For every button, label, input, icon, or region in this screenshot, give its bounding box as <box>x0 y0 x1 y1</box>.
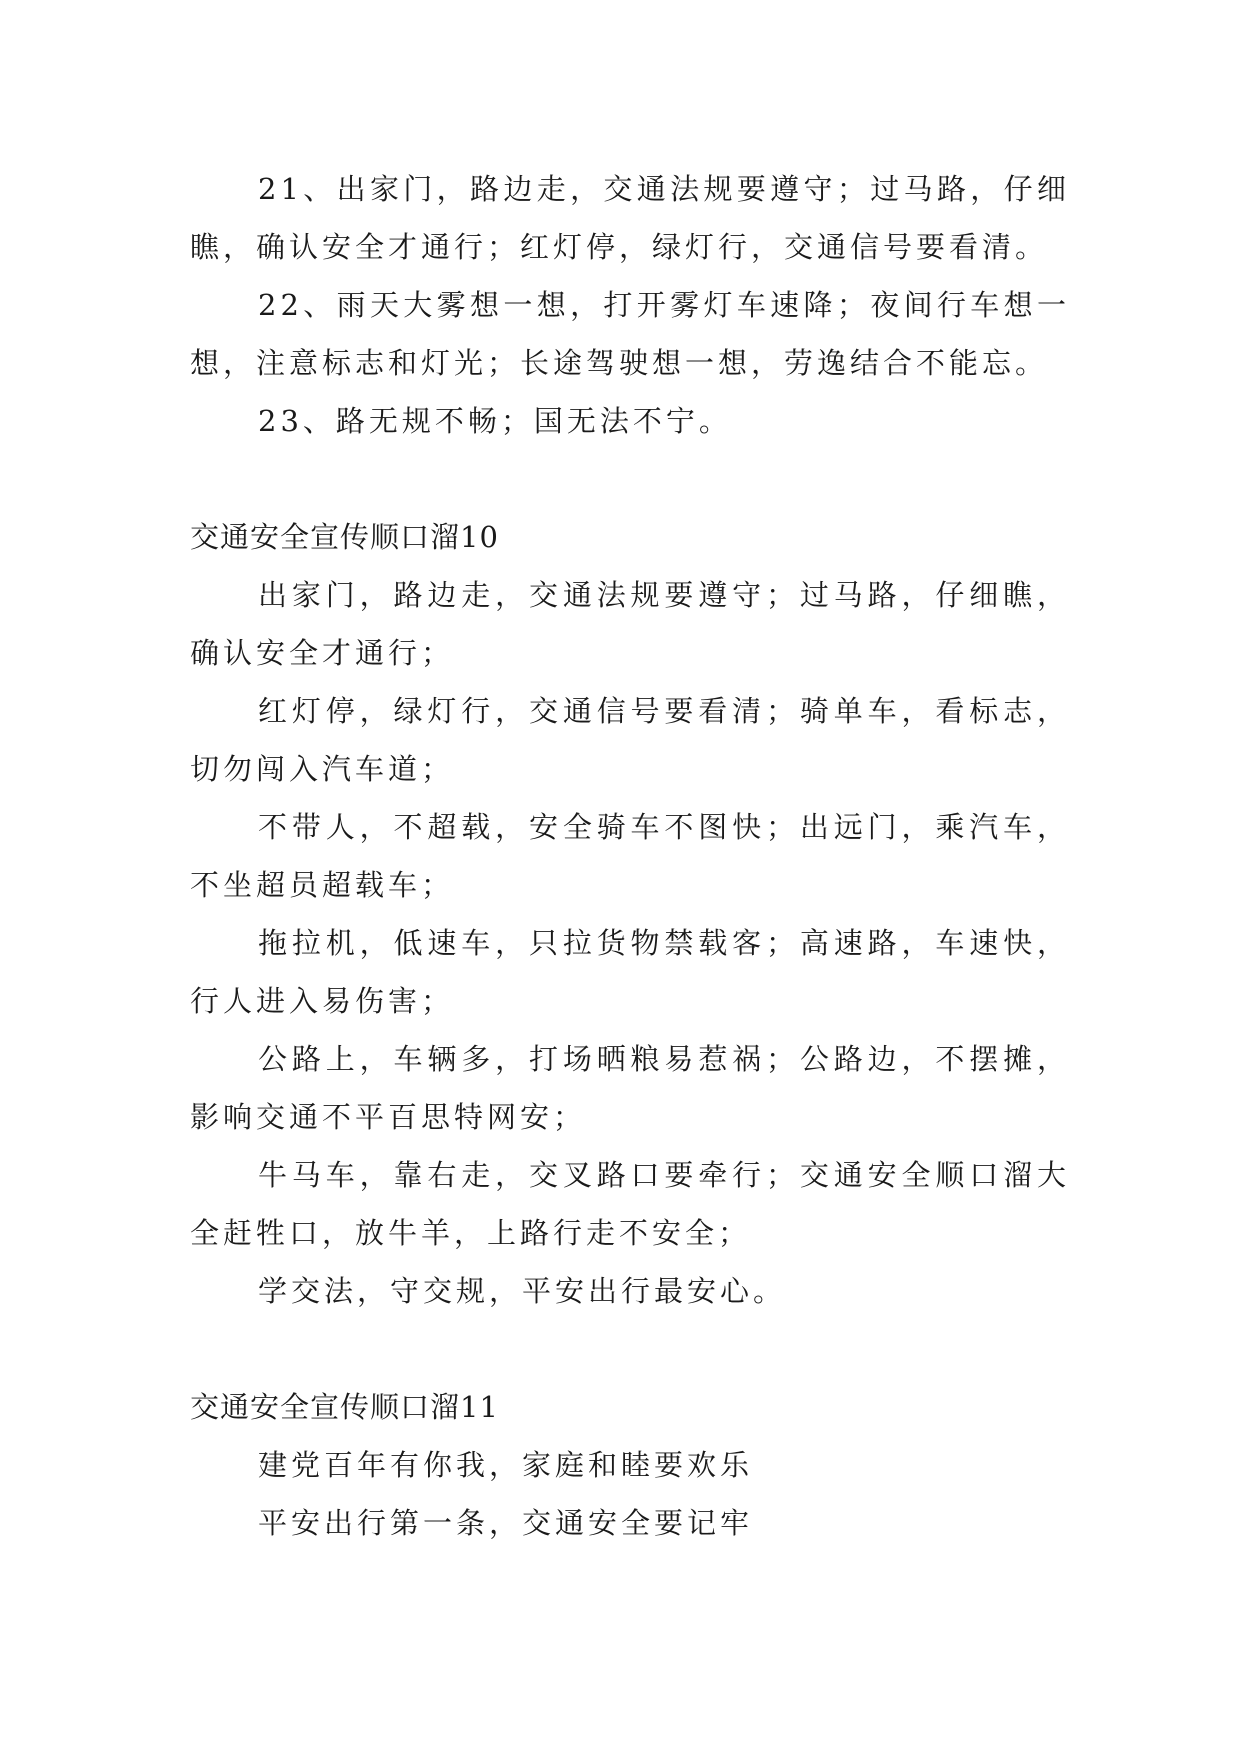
paragraph: 不带人，不超载，安全骑车不图快；出远门，乘汽车，不坐超员超载车； <box>190 810 1070 902</box>
paragraph: 学交法，守交规，平安出行最安心。 <box>258 1274 787 1308</box>
section-title: 交通安全宣传顺口溜11 <box>190 1390 499 1424</box>
paragraph-22: 22、雨天大雾想一想，打开雾灯车速降；夜间行车想一想，注意标志和灯光；长途驾驶想一想，劳逸结合不能忘。 <box>190 288 1070 380</box>
paragraph: 建党百年有你我，家庭和睦要欢乐 <box>258 1448 754 1482</box>
paragraph: 公路上，车辆多，打场晒粮易惹祸；公路边，不摆摊，影响交通不平百思特网安； <box>190 1042 1070 1134</box>
section-10 <box>190 508 1070 1320</box>
paragraph: 出家门，路边走，交通法规要遵守；过马路，仔细瞧，确认安全才通行； <box>190 578 1070 670</box>
paragraph: 平安出行第一条，交通安全要记牢 <box>258 1506 754 1540</box>
section-spacer <box>190 450 1070 508</box>
paragraph-21: 21、出家门，路边走，交通法规要遵守；过马路，仔细瞧，确认安全才通行；红灯停，绿灯行，交通信号要看清。 <box>190 172 1070 264</box>
section-spacer <box>190 1320 1070 1378</box>
document-body <box>190 160 1070 1552</box>
paragraph-23: 23、路无规不畅；国无法不宁。 <box>258 404 732 438</box>
section-title: 交通安全宣传顺口溜10 <box>190 520 499 554</box>
section-11 <box>190 1378 1070 1552</box>
paragraph: 牛马车，靠右走，交叉路口要牵行；交通安全顺口溜大全赶牲口，放牛羊，上路行走不安全； <box>190 1158 1070 1250</box>
paragraph: 红灯停，绿灯行，交通信号要看清；骑单车，看标志，切勿闯入汽车道； <box>190 694 1070 786</box>
paragraph: 拖拉机，低速车，只拉货物禁载客；高速路，车速快，行人进入易伤害； <box>190 926 1070 1018</box>
section-intro <box>190 160 1070 450</box>
